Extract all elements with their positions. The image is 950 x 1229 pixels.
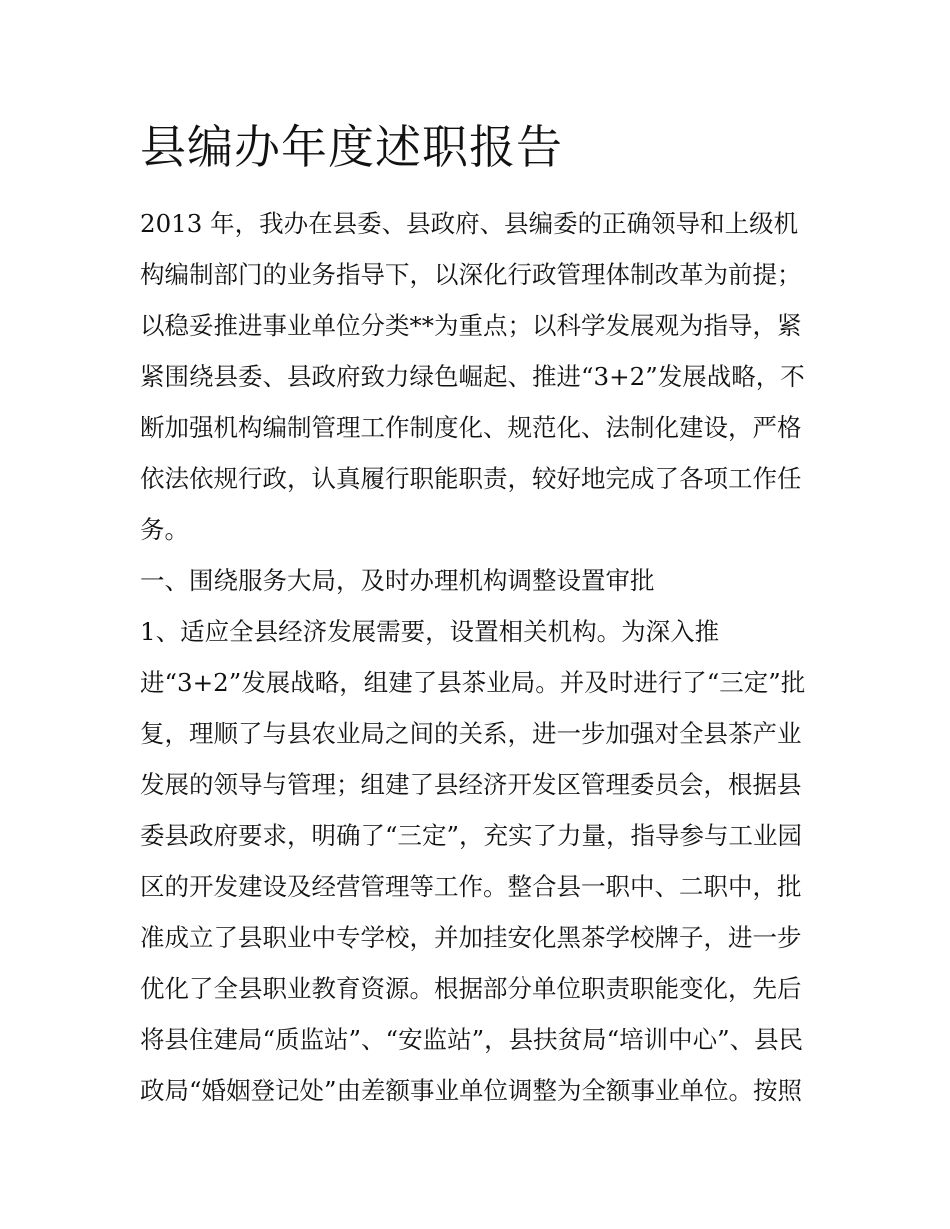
body-line: 区的开发建设及经营管理等工作。整合县一职中、二职中，批 — [140, 872, 802, 901]
body-line: 准成立了县职业中专学校，并加挂安化黑茶学校牌子，进一步 — [140, 923, 802, 952]
body-line: 优化了全县职业教育资源。根据部分单位职责职能变化，先后 — [140, 974, 802, 1003]
body-line: 政局“婚姻登记处”由差额事业单位调整为全额事业单位。按照 — [140, 1076, 803, 1105]
body-line: 将县住建局“质监站”、“安监站”，县扶贫局“培训中心”、县民 — [140, 1025, 804, 1054]
body-line: 紧围绕县委、县政府致力绿色崛起、推进“3+2”发展战略，不 — [140, 362, 805, 391]
body-line: 1、适应全县经济发展需要，设置相关机构。为深入推 — [140, 617, 720, 646]
section-heading: 一、围绕服务大局，及时办理机构调整设置审批 — [140, 566, 655, 595]
body-line: 务。 — [140, 515, 189, 544]
document-body — [140, 198, 820, 1116]
body-line: 断加强机构编制管理工作制度化、规范化、法制化建设，严格 — [140, 413, 802, 442]
body-line: 构编制部门的业务指导下，以深化行政管理体制改革为前提； — [140, 260, 802, 289]
body-line: 2013 年，我办在县委、县政府、县编委的正确领导和上级机 — [140, 209, 799, 238]
body-line: 进“3+2”发展战略，组建了县茶业局。并及时进行了“三定”批 — [140, 668, 806, 697]
body-line: 依法依规行政，认真履行职能职责，较好地完成了各项工作任 — [140, 464, 802, 493]
document-title: 县编办年度述职报告 — [140, 120, 563, 174]
body-line: 以稳妥推进事业单位分类**为重点；以科学发展观为指导，紧 — [140, 311, 802, 340]
body-line: 发展的领导与管理；组建了县经济开发区管理委员会，根据县 — [140, 770, 802, 799]
body-line: 委县政府要求，明确了“三定”，充实了力量，指导参与工业园 — [140, 821, 803, 850]
body-line: 复，理顺了与县农业局之间的关系，进一步加强对全县茶产业 — [140, 719, 802, 748]
